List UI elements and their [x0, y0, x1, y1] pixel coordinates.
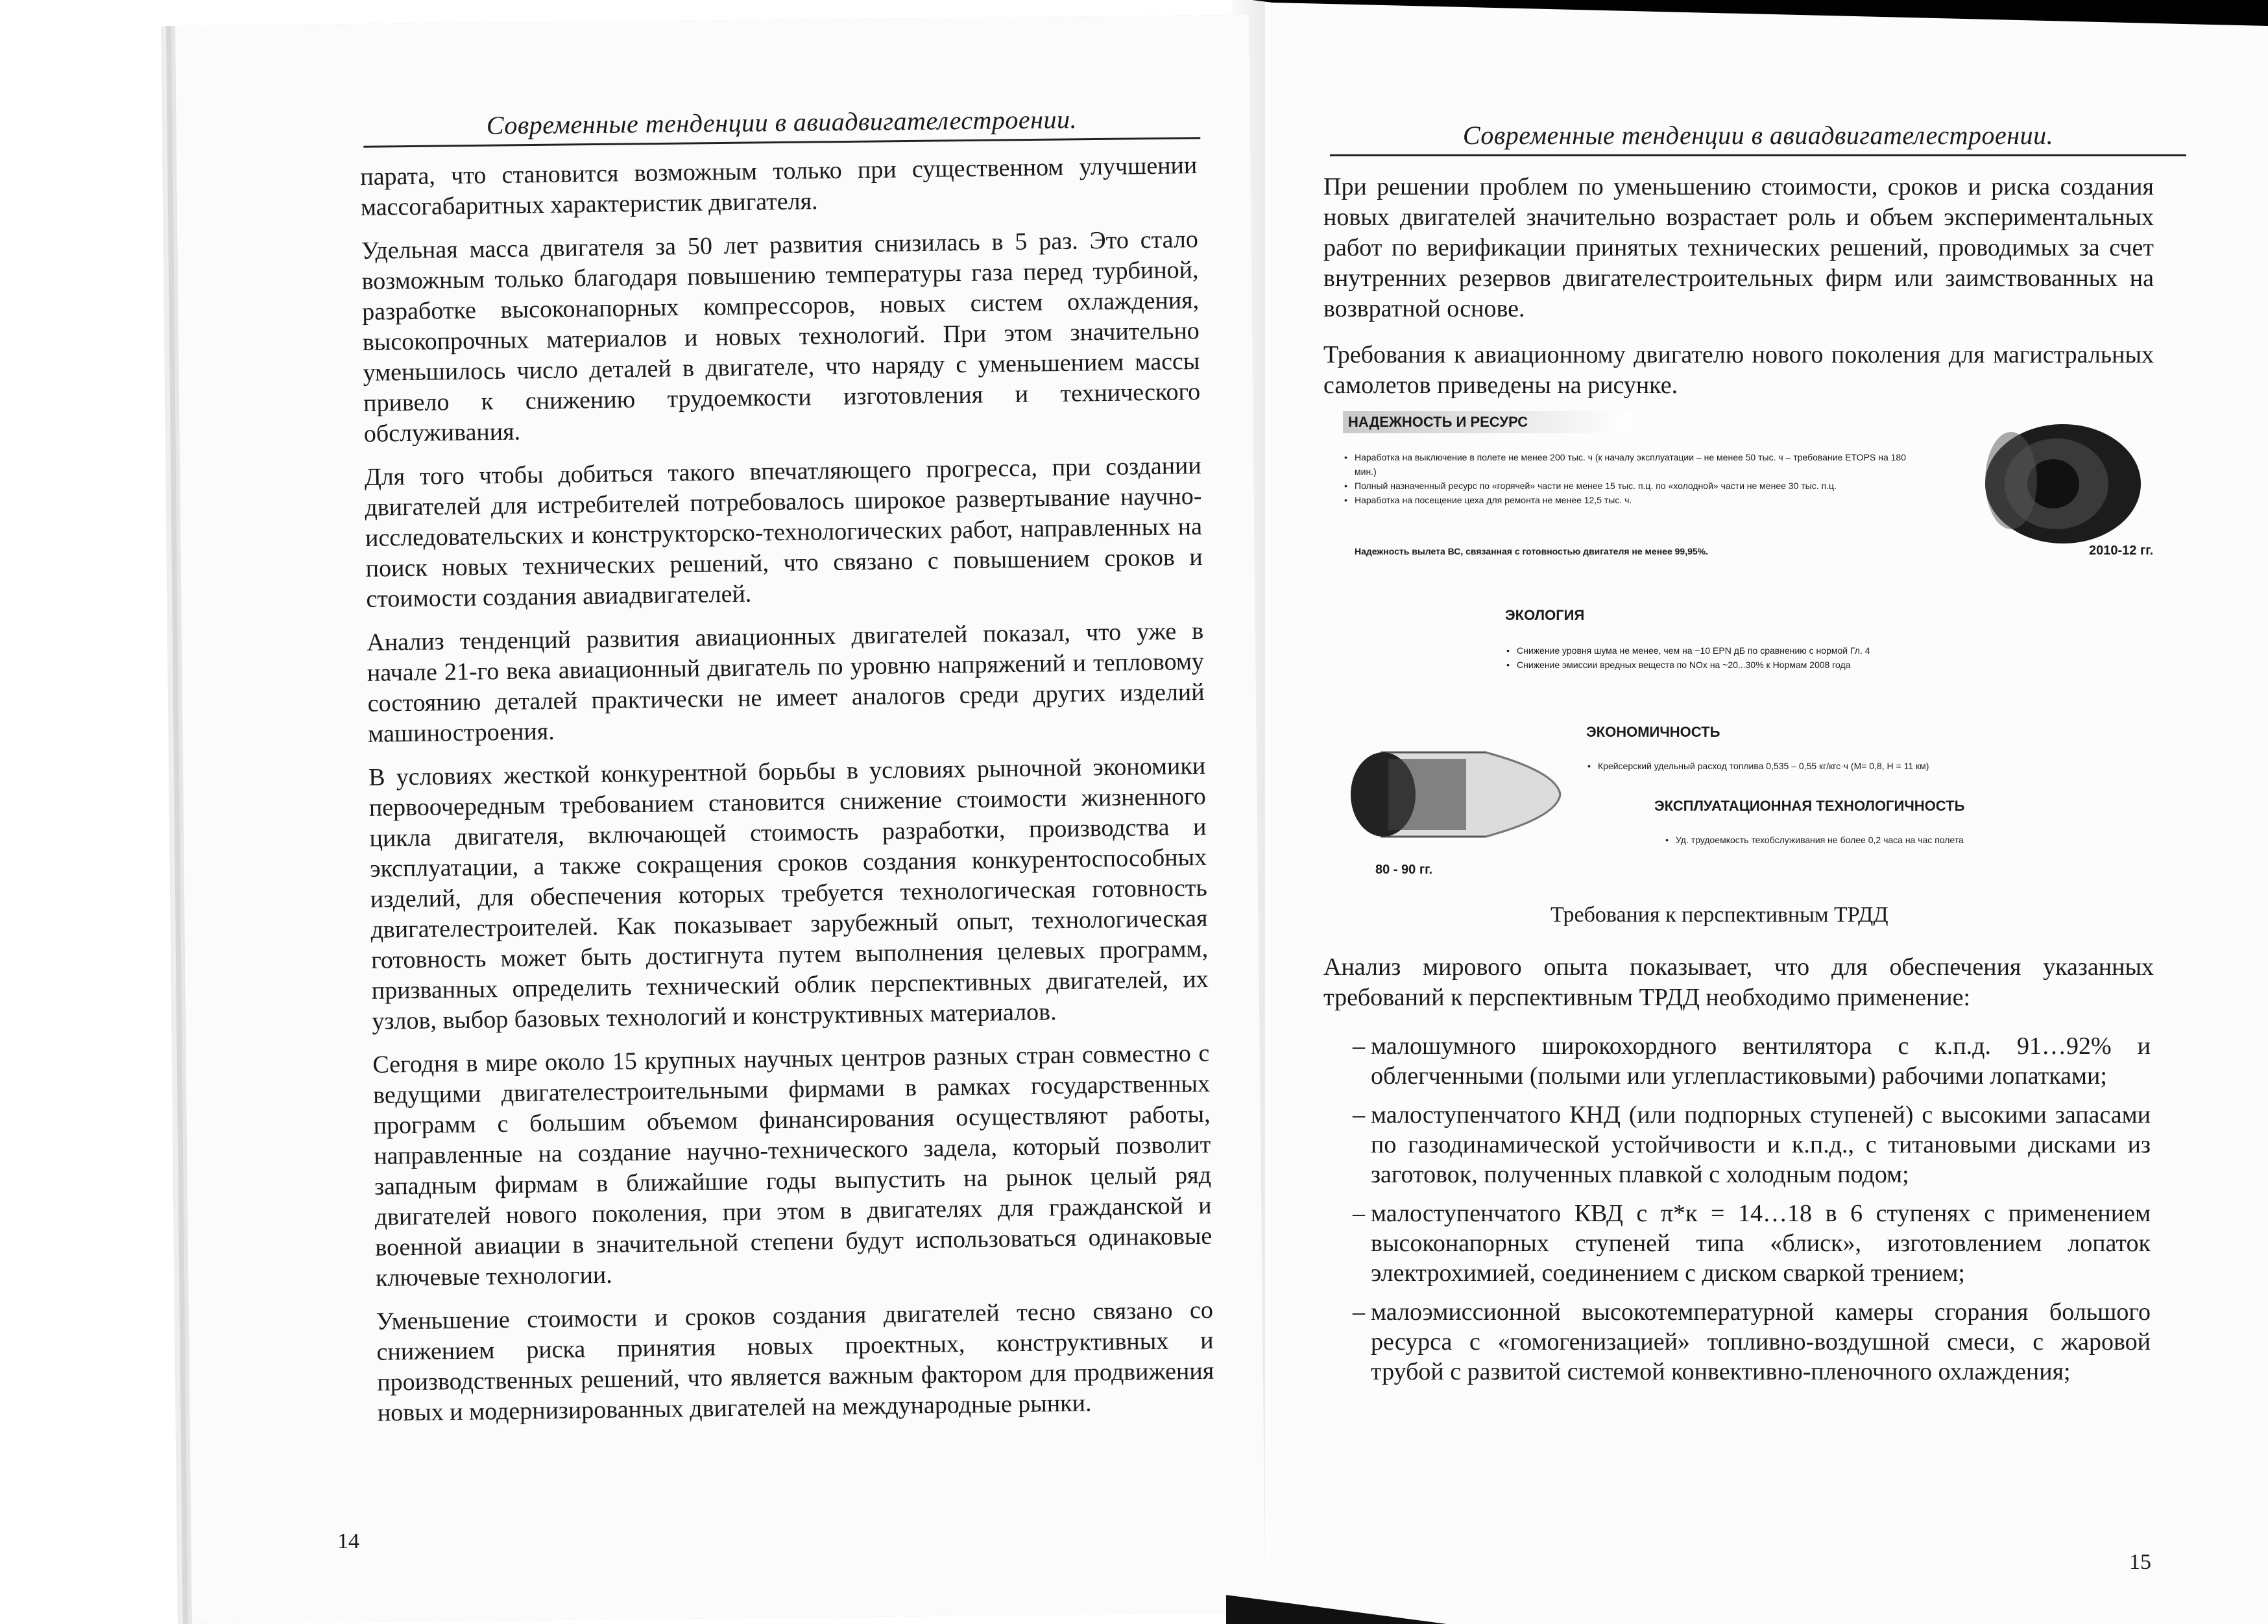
list-item — [1664, 833, 2170, 847]
paragraph: Уменьшение стоимости и сроков создания двигателей тесно связано со снижением риска принятия новых проектных, конструктивных и производственных решений, что является важным фактором для продвижения новых и модернизированных двигателей на международные рынки. — [376, 1296, 1214, 1427]
list-item: – малоэмиссионной высокотемпературной камеры сгорания большого ресурса с «гомогенизацией» топливно-воздушной смеси, с жаровой трубой с развитой системой конвективно-пленочного охлаждения; — [1353, 1297, 2151, 1387]
reliability-title: НАДЕЖНОСТЬ И РЕСУРС — [1343, 411, 1632, 433]
operation-list — [1664, 833, 2170, 847]
left-text-column — [360, 150, 1214, 1442]
list-item: – малоступенчатого КВД с π*к = 14…18 в 6 ступенях с применением высоконапорных ступеней типа «блиск», изготовлением лопаток электрохимией, соединением с диском сваркой трением; — [1353, 1199, 2151, 1288]
paragraph: В условиях жесткой конкурентной борьбы в условиях рыночной экономики первоочередным требованием становится снижение стоимости жизненного цикла двигателя, включающей стоимость разработки, производства и эксплуатации, а также сокращения сроков создания конкурентоспособных изделий, для обеспечения которых требуется технологическая готовность двигателестроителей. Как показывает зарубежный опыт, технологическая готовность может быть достигнута путем выполнения целевых программ, призванных определить технический облик перспективных двигателей, их узлов, выбор базовых технологий и конструктивных материалов. — [368, 752, 1209, 1035]
item-text: • Наработка на посещение цеха для ремонта не менее 12,5 тыс. ч. — [1355, 495, 1632, 505]
year-label-new: 2010-12 гг. — [2089, 543, 2154, 558]
list-item: – малоступенчатого КНД (или подпорных ступеней) с высокими запасами по газодинамической устойчивости и к.п.д., с титановыми дисками из заготовок, полученных плавкой с холодным подом; — [1353, 1100, 2151, 1189]
economy-list — [1586, 759, 2170, 773]
reliability-note: Надежность вылета ВС, связанная с готовностью двигателя не менее 99,95%. — [1355, 546, 1708, 556]
paragraph: При решении проблем по уменьшению стоимости, сроков и риска создания новых двигателей значительно возрастает роль и объем экспериментальных работ по верификации принятых технических решений, проводимых за счет внутренних резервов двигателестроительных фирм или заимствованных на возвратной основе. — [1323, 173, 2154, 322]
item-text: • Полный назначенный ресурс по «горячей» части не менее 15 тыс. п.ц. по «холодной» части не менее 30 тыс. п.ц. — [1355, 481, 1837, 491]
right-page-number: 15 — [2129, 1550, 2151, 1574]
paragraph: парата, что становится возможным только при существенном улучшении массогабаритных характеристик двигателя. — [360, 151, 1198, 221]
list-item — [1343, 493, 1914, 507]
operation-title: ЭКСПЛУАТАЦИОННАЯ ТЕХНОЛОГИЧНОСТЬ — [1654, 798, 1965, 814]
paragraph: Анализ тенденций развития авиационных двигателей показал, что уже в начале 21-го века авиационный двигатель по уровню напряжений и тепловому состоянию деталей практически не имеет аналогов среди других изделий машиностроения. — [367, 617, 1205, 748]
item-text: • Снижение эмиссии вредных веществ по NOx на ~20...30% к Нормам 2008 года — [1517, 660, 1851, 670]
item-text: • Наработка на выключение в полете не менее 200 тыс. ч (к началу эксплуатации – не менее 50 тыс. ч – требование ETOPS на 180 мин.) — [1355, 452, 1907, 477]
ecology-list — [1505, 643, 2154, 672]
economy-title: ЭКОНОМИЧНОСТЬ — [1586, 724, 1720, 740]
item-text: • Уд. трудоемкость техобслуживания не более 0,2 часа на час полета — [1676, 835, 1964, 845]
figure-caption: Требования к перспективным ТРДД — [1550, 903, 1888, 927]
list-item — [1343, 479, 1914, 493]
list-item — [1343, 450, 1914, 479]
year-label-old: 80 - 90 гг. — [1375, 863, 1433, 877]
left-running-header: Современные тенденции в авиадвигателестроении. — [363, 102, 1201, 148]
paragraph: Для того чтобы добиться такого впечатляющего прогресса, при создании двигателей для истребителей потребовалось широкое развертывание научно-исследовательских и конструкторско-технологических работ, направленных на поиск новых технических решений, что связано с повышением сроков и стоимости создания авиадвигателей. — [364, 451, 1203, 613]
list-item — [1586, 759, 2170, 773]
engine-80s-image — [1343, 746, 1563, 843]
item-text: • Крейсерский удельный расход топлива 0,535 – 0,55 кг/кгс·ч (М= 0,8, Н = 11 км) — [1598, 761, 1929, 771]
list-item — [1505, 658, 2154, 672]
item-text: • Снижение уровня шума не менее, чем на ~10 EPN дБ по сравнению с нормой Гл. 4 — [1517, 645, 1870, 656]
list-item — [1505, 643, 2154, 658]
analysis-intro: Анализ мирового опыта показывает, что для обеспечения указанных требований к перспективным ТРДД необходимо применение: — [1323, 953, 2154, 1011]
engine-2010-image — [1972, 419, 2141, 549]
list-item: – малошумного широкохордного вентилятора с к.п.д. 91…92% и облегченными (полыми или углепластиковыми) рабочими лопатками; — [1353, 1031, 2151, 1091]
paragraph: Требования к авиационному двигателю нового поколения для магистральных самолетов приведены на рисунке. — [1323, 341, 2154, 399]
ecology-title: ЭКОЛОГИЯ — [1505, 607, 1585, 623]
paragraph: Удельная масса двигателя за 50 лет развития снизилась в 5 раз. Это стало возможным только благодаря повышению температуры газа перед турбиной, разработке высоконапорных компрессоров, новых систем охлаждения, высокопрочных материалов и новых технологий. При этом значительно уменьшилось число деталей в двигателе, что наряду с уменьшением массы привело к снижению трудоемкости изготовления и технического обслуживания. — [361, 225, 1201, 448]
reliability-list — [1343, 450, 1914, 507]
requirements-list — [1353, 1031, 2151, 1396]
right-running-header: Современные тенденции в авиадвигателестроении. — [1330, 120, 2186, 156]
paragraph: Сегодня в мире около 15 крупных научных центров разных стран совместно с ведущими двигателестроительными фирмами в рамках государственных программ с большим объемом финансирования осуществляют работы, направленные на создание научно-технического задела, который позволит западным фирмам в ближайшие годы выпустить на рынок целый ряд двигателей нового поколения, при этом в двигателях для гражданской и военной авиации в значительной степени будут использоваться одинаковые ключевые технологии. — [372, 1039, 1212, 1292]
left-page-number: 14 — [337, 1529, 359, 1553]
requirements-figure — [1330, 402, 2173, 895]
right-text-column — [1323, 172, 2154, 416]
